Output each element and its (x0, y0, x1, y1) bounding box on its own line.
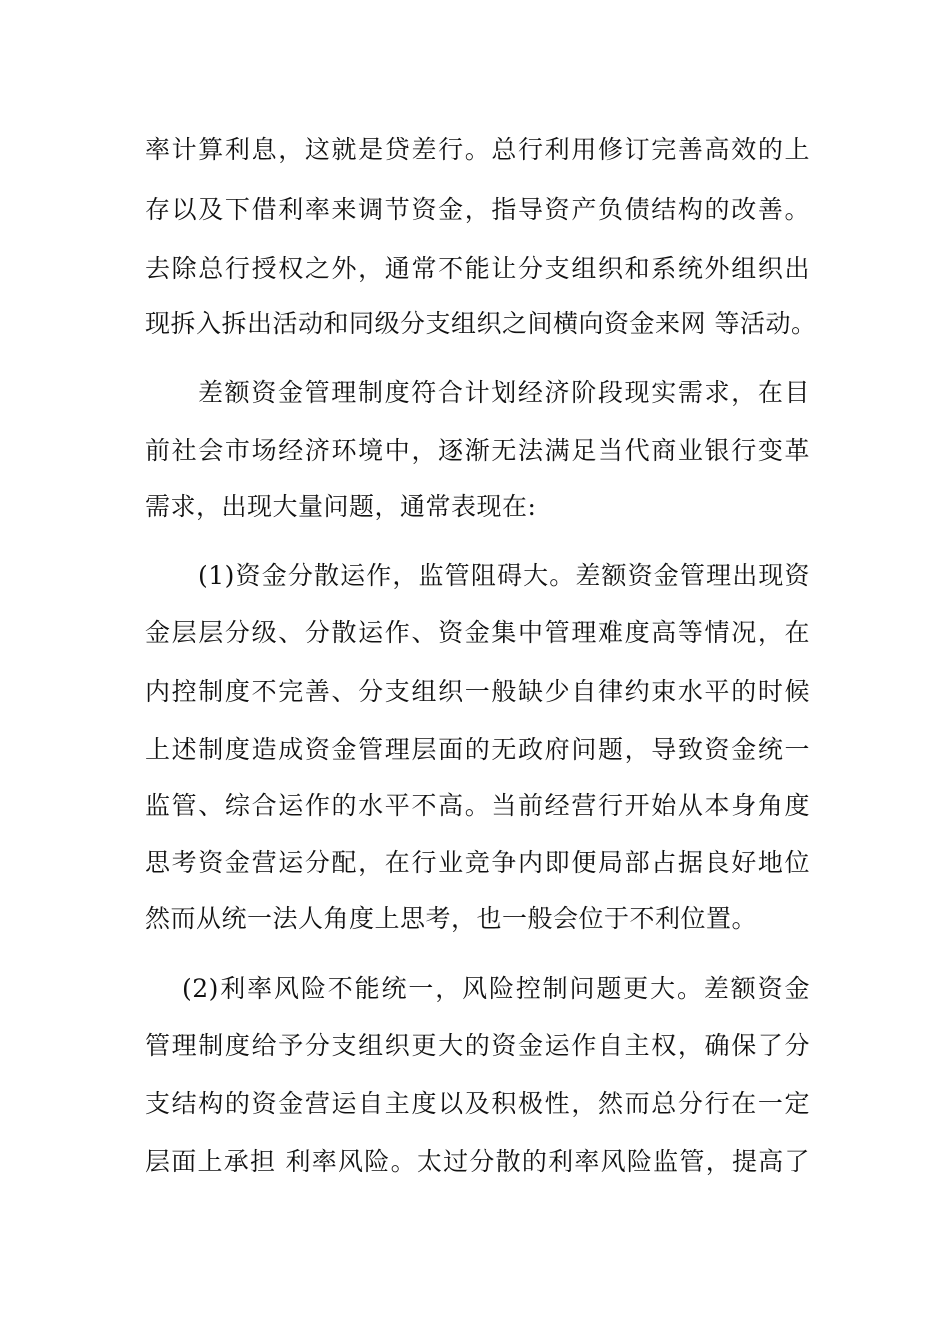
text-line: 现拆入拆出活动和同级分支组织之间横向资金来网 等活动。 (145, 309, 817, 338)
text-line: (2)利率风险不能统一，风险控制问题更大。差额资金 (182, 974, 810, 1003)
text-line: 金层层分级、分散运作、资金集中管理难度高等情况，在 (145, 618, 810, 647)
text-line: 内控制度不完善、分支组织一般缺少自律约束水平的时候 (145, 677, 810, 706)
text-line: 思考资金营运分配，在行业竞争内即便局部占据良好地位 (145, 848, 810, 877)
text-line: 上述制度造成资金管理层面的无政府问题，导致资金统一 (145, 735, 810, 764)
text-line: 差额资金管理制度符合计划经济阶段现实需求，在目 (198, 378, 810, 407)
text-line: 存以及下借利率来调节资金，指导资产负债结构的改善。 (145, 195, 810, 224)
text-line: 管理制度给予分支组织更大的资金运作自主权，确保了分 (145, 1031, 810, 1060)
text-line: 需求，出现大量问题，通常表现在: (145, 492, 537, 521)
text-line: 率计算利息，这就是贷差行。总行利用修订完善高效的上 (145, 135, 810, 164)
text-line: 前社会市场经济环境中，逐渐无法满足当代商业银行变革 (145, 436, 810, 465)
text-line: 然而从统一法人角度上思考，也一般会位于不利位置。 (145, 904, 758, 933)
text-line: 去除总行授权之外，通常不能让分支组织和系统外组织出 (145, 254, 810, 283)
text-line: (1)资金分散运作，监管阻碍大。差额资金管理出现资 (198, 561, 810, 590)
text-line: 支结构的资金营运自主度以及积极性，然而总分行在一定 (145, 1089, 810, 1118)
text-line: 监管、综合运作的水平不高。当前经营行开始从本身角度 (145, 791, 810, 820)
text-line: 层面上承担 利率风险。太过分散的利率风险监管，提高了 (145, 1147, 810, 1176)
